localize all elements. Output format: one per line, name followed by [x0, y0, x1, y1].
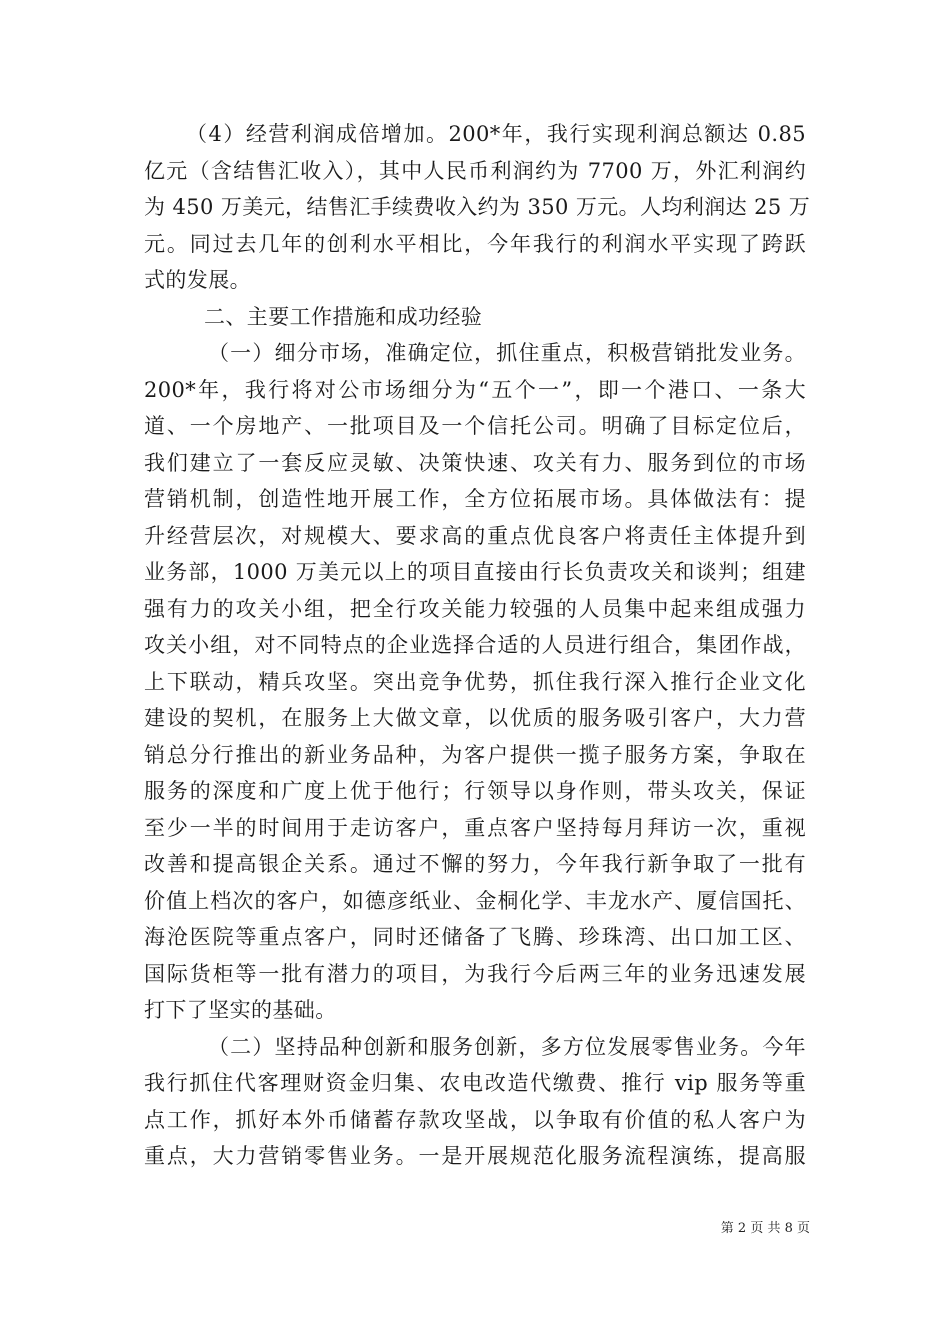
paragraph-line: 上下联动，精兵攻坚。突出竞争优势，抓住我行深入推行企业文化 — [144, 669, 806, 694]
paragraph-line: （二）坚持品种创新和服务创新，多方位发展零售业务。今年 — [208, 1034, 806, 1059]
paragraph-line: 营销机制，创造性地开展工作，全方位拓展市场。具体做法有：提 — [144, 487, 806, 511]
paragraph-line: 点工作，抓好本外币储蓄存款攻坚战，以争取有价值的私人客户为 — [144, 1107, 806, 1132]
paragraph-line: 服务的深度和广度上优于他行；行领导以身作则，带头攻关，保证 — [144, 779, 806, 803]
paragraph-line: 升经营层次，对规模大、要求高的重点优良客户将责任主体提升到 — [144, 523, 806, 548]
paragraph-line: 式的发展。 — [144, 268, 251, 292]
paragraph-line: 攻关小组，对不同特点的企业选择合适的人员进行组合，集团作战， — [144, 633, 806, 657]
paragraph-line: 至少一半的时间用于走访客户，重点客户坚持每月拜访一次，重视 — [144, 815, 806, 840]
paragraph-line: 海沧医院等重点客户，同时还储备了飞腾、珍珠湾、出口加工区、 — [144, 925, 806, 949]
paragraph-line: 销总分行推出的新业务品种，为客户提供一揽子服务方案，争取在 — [144, 742, 806, 767]
paragraph-line: 元。同过去几年的创利水平相比，今年我行的利润水平实现了跨跃 — [144, 231, 806, 256]
paragraph-line: 价值上档次的客户，如德彦纸业、金桐化学、丰龙水产、厦信国托、 — [144, 888, 806, 913]
paragraph-line: （4）经营利润成倍增加。200*年，我行实现利润总额达 0.85 — [186, 122, 806, 146]
paragraph-line: （一）细分市场，准确定位，抓住重点，积极营销批发业务。 — [208, 341, 806, 365]
paragraph-line: 打下了坚实的基础。 — [144, 998, 337, 1022]
paragraph-line: 我行抓住代客理财资金归集、农电改造代缴费、推行 vip 服务等重 — [144, 1071, 806, 1095]
paragraph-line: 建设的契机，在服务上大做文章，以优质的服务吸引客户，大力营 — [144, 706, 806, 730]
section-heading: 二、主要工作措施和成功经验 — [204, 304, 483, 329]
paragraph-line: 改善和提高银企关系。通过不懈的努力，今年我行新争取了一批有 — [144, 852, 806, 876]
paragraph-line: 业务部，1000 万美元以上的项目直接由行长负责攻关和谈判；组建 — [144, 560, 806, 584]
paragraph-line: 重点，大力营销零售业务。一是开展规范化服务流程演练，提高服 — [144, 1144, 806, 1168]
page-number: 第 2 页 共 8 页 — [720, 1221, 810, 1236]
paragraph-line: 200*年，我行将对公市场细分为“五个一”，即一个港口、一条大 — [144, 377, 806, 402]
document-body — [144, 116, 811, 1175]
paragraph-line: 强有力的攻关小组，把全行攻关能力较强的人员集中起来组成强力 — [144, 596, 806, 621]
paragraph-line: 道、一个房地产、一批项目及一个信托公司。明确了目标定位后， — [144, 414, 806, 438]
paragraph-line: 亿元（含结售汇收入），其中人民币利润约为 7700 万，外汇利润约 — [144, 158, 806, 183]
paragraph-line: 我们建立了一套反应灵敏、决策快速、攻关有力、服务到位的市场 — [144, 450, 806, 475]
paragraph-line: 为 450 万美元，结售汇手续费收入约为 350 万元。人均利润达 25 万 — [144, 195, 811, 219]
paragraph-line: 国际货柜等一批有潜力的项目，为我行今后两三年的业务迅速发展 — [144, 961, 806, 986]
